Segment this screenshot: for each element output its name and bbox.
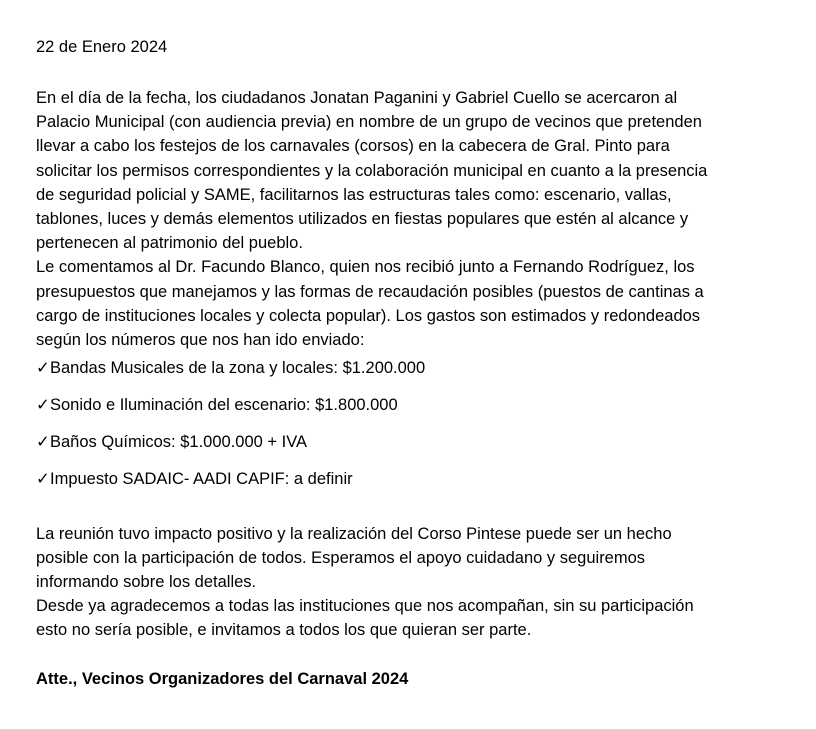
text-line: presupuestos que manejamos y las formas de recaudación posibles (puestos de cantinas a — [36, 282, 704, 301]
budget-item-text: Impuesto SADAIC- AADI CAPIF: a definir — [50, 470, 353, 488]
text-line: Palacio Municipal (con audiencia previa) en nombre de un grupo de vecinos que pretenden — [36, 113, 702, 132]
budget-item-text: Baños Químicos: $1.000.000 + IVA — [50, 433, 307, 451]
text-line: solicitar los permisos correspondientes y la colaboración municipal en cuanto a la presencia — [36, 161, 708, 180]
text-line: En el día de la fecha, los ciudadanos Jonatan Paganini y Gabriel Cuello se acercaron al — [36, 89, 678, 107]
checkmark-icon: ✓ — [36, 470, 50, 488]
text-line: Le comentamos al Dr. Facundo Blanco, quien nos recibió junto a Fernando Rodríguez, los — [36, 258, 695, 277]
intro-paragraph — [36, 86, 796, 352]
checkmark-icon: ✓ — [36, 359, 50, 377]
text-line: pertenecen al patrimonio del pueblo. — [36, 234, 303, 253]
text-line: La reunión tuvo impacto positivo y la realización del Corso Pintese puede ser un hecho — [36, 525, 672, 543]
text-line: llevar a cabo los festejos de los carnavales (corsos) en la cabecera de Gral. Pinto para — [36, 137, 670, 156]
signature-line: Atte., Vecinos Organizadores del Carnaval 2024 — [36, 670, 409, 688]
checkmark-icon: ✓ — [36, 396, 50, 414]
text-line: esto no sería posible, e invitamos a todos los que quieran ser parte. — [36, 621, 532, 639]
budget-item-text: Sonido e Iluminación del escenario: $1.800.000 — [50, 396, 398, 414]
budget-list — [36, 356, 796, 504]
budget-item — [36, 467, 796, 504]
text-line: según los números que nos han ido enviado: — [36, 331, 365, 350]
document-date: 22 de Enero 2024 — [36, 38, 168, 56]
text-line: Desde ya agradecemos a todas las instituciones que nos acompañan, sin su participación — [36, 597, 694, 615]
budget-item-text: Bandas Musicales de la zona y locales: $1.200.000 — [50, 359, 426, 377]
budget-item — [36, 430, 796, 467]
checkmark-icon: ✓ — [36, 433, 50, 451]
budget-item — [36, 393, 796, 430]
text-line: tablones, luces y demás elementos utilizados en fiestas populares que estén al alcance y — [36, 210, 689, 229]
closing-paragraph — [36, 522, 796, 642]
text-line: informando sobre los detalles. — [36, 573, 257, 591]
budget-item — [36, 356, 796, 393]
text-line: cargo de instituciones locales y colecta popular). Los gastos son estimados y redondeados — [36, 306, 701, 325]
text-line: posible con la participación de todos. Esperamos el apoyo cuidadano y seguiremos — [36, 549, 646, 567]
text-line: de seguridad policial y SAME, facilitarnos las estructuras tales como: escenario, vallas, — [36, 185, 672, 204]
